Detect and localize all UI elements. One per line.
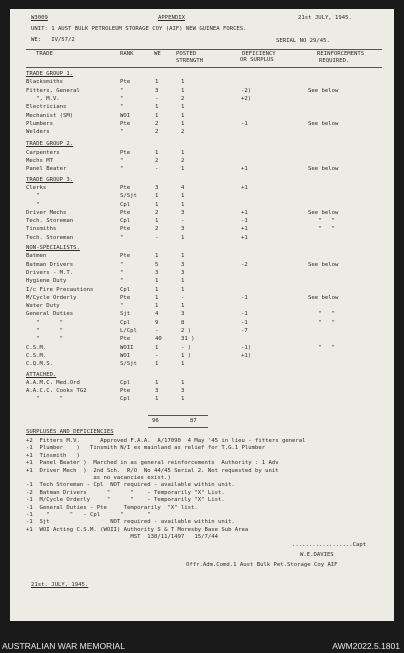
row-posted: - [181,218,185,225]
row-we: 2 [155,158,159,164]
table-rule-header [26,67,382,68]
row-def: -2 [241,261,248,268]
row-rank: " [120,104,124,111]
row-we: 1 [155,361,159,368]
section-heading: TRADE GROUP 2. [26,141,74,148]
row-reinf: See below [308,294,339,301]
row-rank: WOI [120,352,131,359]
row-def: -2) [241,87,252,94]
section-heading: NON-SPECIALISTS. [26,245,80,251]
row-trade: Panel Beater [26,166,67,173]
row-rank: Cpl [120,286,131,293]
row-we: 1 [155,379,159,386]
row-def: -1 [241,294,248,301]
row-rank: Cpl [120,319,131,326]
row-posted: 1 [181,104,185,111]
row-posted: 1 [181,303,185,310]
row-trade: Drivers - M.T. [26,269,74,276]
row-rank: " [120,158,124,164]
row-we: 2 [155,209,159,216]
row-def: +1 [241,234,248,241]
unit-line: UNIT: 1 AUST BULK PETROLEUM STORAGE COY (AIF) NEW GUINEA FORCES. [31,26,247,32]
surpluses-title: SURPLUSES AND DEFICIENCIES [26,429,114,435]
row-we: 2 [155,120,159,127]
row-we: 1 [155,193,159,200]
row-reinf: See below [308,209,339,216]
row-def: +2) [241,95,252,102]
row-def: -1 [241,120,248,127]
row-we: 1 [155,104,159,111]
signatory-name: W.E.DAVIES [300,552,334,558]
row-trade: Electricians [26,104,67,111]
surplus-line: +1 Driver Mech ) 2nd Sch. R/O No 44/45 Serial 2. Not requested by unit [26,467,279,474]
col-we: WE [154,51,161,57]
row-we: 9 [155,319,159,326]
archive-caption-bar [0,640,404,653]
row-rank: " [120,303,124,310]
row-we: 1 [155,112,159,119]
row-def: -1 [241,319,248,326]
row-def: +1 [241,209,248,216]
row-reinf: See below [308,166,339,173]
row-we: 5 [155,261,159,268]
row-we: 3 [155,184,159,191]
row-trade: Carpenters [26,149,60,156]
total-posted: 87 [190,418,197,424]
row-posted: 2 [181,129,185,136]
row-posted: 3 [181,311,185,318]
surplus-line: +1 Tinsmith ) [26,452,80,459]
we-line: WE: IV/57/2 [31,37,75,43]
row-trade: Mechanist (SM) [26,112,74,119]
row-reinf: " " [308,311,335,318]
serial-number: SERIAL NO 29/45. [276,38,330,44]
row-posted: 1 [181,253,185,260]
row-posted: 3 [181,269,185,276]
signature-dots: ..................Capt [292,542,367,548]
row-trade: Tech. Storeman [26,234,74,241]
row-trade: Fitters, General [26,87,80,94]
surplus-line: +1 Panel Beater ) Marched in as general reinforcements Authority : 1 Adv [26,460,279,467]
row-def: +1 [241,226,248,233]
surplus-line: +1 WOI Acting C.S.M. (WOII) Authority S & T Moresby Base Sub Area [26,526,249,533]
surplus-line: -2 Batman Drivers " " - Temporarily "X" List. [26,489,225,496]
row-posted: 1 [181,234,185,241]
row-posted: - ) [181,344,192,351]
document-page [10,9,394,621]
section-heading: TRADE GROUP 3. [26,176,74,183]
row-rank: Cpl [120,218,131,225]
row-rank: Pte [120,120,131,127]
col-strength: STRENGTH [176,58,203,64]
row-trade: A.A.C.C. Cooks TG2 [26,388,87,395]
row-trade: " " [26,319,64,326]
row-posted: 1 [181,278,185,285]
row-trade: " " [26,336,64,343]
row-we: 1 [155,286,159,293]
signatory-role: Offr.Adm.Comd.1 Aust Bulk Pet.Storage Coy AIF [186,562,338,568]
row-rank: S/Sjt [120,193,137,200]
row-def: -1 [241,311,248,318]
surplus-line: -1 Plumber ) Tinsmith N/I ex mainland as relief for T.G.1 Plumber [26,445,266,452]
row-we: 1 [155,201,159,208]
row-posted: 3 [181,209,185,216]
row-trade: Tech. Storeman [26,218,74,225]
surplus-line: +2 Fitters M.V. Approved F.A.A. A/17090 4 May '45 in lieu - fitters general [26,438,306,444]
row-def: -1 [241,218,248,225]
row-trade: M/Cycle Orderly [26,294,77,301]
row-rank: " [120,269,124,276]
row-rank: Cpl [120,201,131,208]
row-posted: 1 [181,193,185,200]
section-heading: TRADE GROUP 1. [26,71,74,77]
row-trade: Mechs MT [26,158,53,164]
row-posted: 1 ) [181,352,192,359]
row-posted: 8 [181,319,185,326]
section-heading: ATTACHED. [26,371,57,378]
col-trade: TRADE [36,51,53,57]
row-trade: Hygiene Duty [26,278,67,285]
row-rank: Pte [120,253,131,260]
row-posted: 1 [181,286,185,293]
row-we: 1 [155,278,159,285]
row-rank: " [120,95,124,102]
row-trade: Clerks [26,184,47,191]
row-trade: I/c Fire Precautions [26,286,94,293]
row-we: 1 [155,396,159,403]
row-posted: 3 [181,226,185,233]
row-posted: 1 [181,112,185,119]
row-rank: Pte [120,226,131,233]
row-posted: 1 [181,79,185,86]
row-trade: " " [26,396,64,403]
row-trade: Driver Mechs [26,209,67,216]
row-we: - [155,234,159,241]
row-rank: Pte [120,388,131,395]
row-posted: 1 [181,379,185,386]
row-def: -7 [241,328,248,334]
row-we: 2 [155,129,159,136]
row-trade: ", M.V. [26,95,60,102]
row-we: - [155,166,159,173]
table-rule-top [26,49,382,50]
row-we: 3 [155,388,159,395]
row-reinf: " " [308,319,335,326]
row-trade: Water Duty [26,303,60,310]
row-posted: 1 [181,149,185,156]
row-trade: Blacksmiths [26,79,64,86]
row-rank: " [120,166,124,173]
appendix-title: APPENDIX [158,15,185,21]
row-posted: 1 [181,361,185,368]
row-rank: " [120,278,124,285]
col-required: REQUIRED. [319,58,350,64]
row-def: +1 [241,184,248,191]
row-rank: WOII [120,344,134,351]
row-rank: S/Sjt [120,361,137,368]
row-trade: General Duties [26,311,74,318]
surplus-line: MST 138/11/1497 15/7/44 [26,534,218,541]
row-rank: WOI [120,112,131,119]
row-posted: 1 [181,87,185,94]
row-trade: Plumbers [26,120,53,127]
row-reinf: See below [308,261,339,268]
row-posted: 2 [181,158,185,164]
row-posted: 1 [181,166,185,173]
row-posted: 3 [181,261,185,268]
document-date: 21st JULY, 1945. [298,15,352,21]
row-rank: Cpl [120,396,131,403]
row-posted: - [181,294,185,301]
row-reinf: " " [308,218,335,225]
row-def: -1) [241,344,252,351]
row-def: +1) [241,352,252,359]
surplus-line: -1 M/Cycle Orderly " " - Temporarily "X" List. [26,497,225,504]
row-rank: Pte [120,149,131,156]
row-posted: 1 [181,396,185,403]
row-trade: C.Q.M.S. [26,361,53,368]
col-rank: RANK [120,51,134,57]
row-we: 1 [155,303,159,310]
row-we: 3 [155,87,159,94]
row-rank: " [120,129,124,136]
row-rank: " [120,261,124,268]
archive-name: AUSTRALIAN WAR MEMORIAL [2,641,125,651]
row-posted: 1 [181,201,185,208]
row-we: - [155,328,159,334]
surplus-line: -1 " " - Cpl " " [26,512,151,518]
total-we: 96 [152,418,159,424]
row-rank: L/Cpl [120,328,137,334]
surplus-line: -1 Tech Storeman - Cpl NOT required - available within unit. [26,482,235,489]
row-we: 1 [155,294,159,301]
archive-id: AWM2022.5.1801 [332,641,400,651]
col-surplus: OR SURPLUS [240,57,274,63]
row-rank: Pte [120,209,131,216]
row-trade: " " [26,328,64,334]
row-reinf: " " [308,344,335,351]
row-reinf: See below [308,120,339,127]
row-rank: Sjt [120,311,131,318]
row-trade: C.S.M. [26,352,47,359]
col-deficiency: DEFICIENCY [242,51,276,57]
row-we: 2 [155,226,159,233]
row-posted: 4 [181,184,185,191]
row-we: 4 [155,311,159,318]
row-we: - [155,352,159,359]
row-rank: Pte [120,79,131,86]
row-we: 3 [155,269,159,276]
row-posted: 2 ) [181,328,192,334]
document-ref: W3009 [31,15,48,21]
row-rank: Pte [120,184,131,191]
row-posted: 31 ) [181,336,195,343]
row-trade: " [26,201,40,208]
row-trade: Batmen [26,253,47,260]
row-trade: Batman Drivers [26,261,74,268]
row-trade: Welders [26,129,50,136]
row-we: 40 [155,336,162,343]
row-reinf: " " [308,226,335,233]
row-rank: Pte [120,336,131,343]
row-we: 1 [155,253,159,260]
row-def: +1 [241,166,248,173]
row-trade: Tinsmiths [26,226,57,233]
col-posted: POSTED [176,51,197,57]
surplus-line: -1 Sjt NOT required - available within unit. [26,519,235,526]
row-rank: Pte [120,294,131,301]
row-posted: 3 [181,388,185,395]
row-trade: " [26,193,40,200]
footer-date: 21st. JULY, 1945. [31,582,89,588]
surplus-line: -1 General Duties - Pte Temporarily "X" list. [26,504,198,511]
totals-rule-top [148,415,208,416]
row-trade: A.A.M.C. Med.Ord [26,379,80,386]
row-we: 1 [155,149,159,156]
row-we: 1 [155,218,159,225]
row-we: 1 [155,344,159,351]
row-rank: Cpl [120,379,131,386]
totals-rule-bottom [148,427,208,428]
row-reinf: See below [308,87,339,94]
row-trade: C.S.M. [26,344,47,351]
row-we: - [155,95,159,102]
surplus-line: as no vacancies exist.) [26,475,171,481]
row-we: 1 [155,79,159,86]
row-rank: " [120,234,124,241]
row-posted: 1 [181,120,185,127]
col-reinforcements: REINFORCEMENTS [317,51,365,57]
row-posted: 2 [181,95,185,102]
row-rank: " [120,87,124,94]
